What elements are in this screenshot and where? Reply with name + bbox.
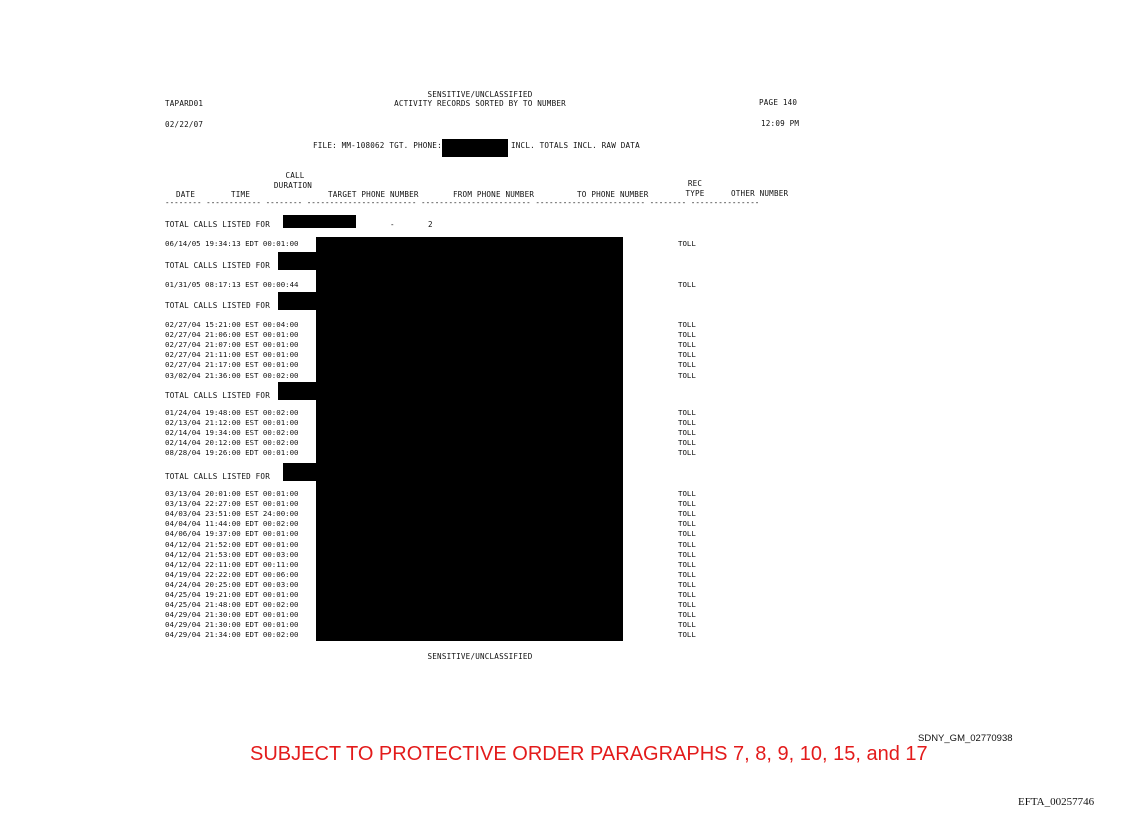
record-row: 02/27/04 21:07:00 EST 00:01:00 <box>165 340 299 350</box>
classification-bottom: SENSITIVE/UNCLASSIFIED <box>427 652 533 661</box>
record-row: 04/04/04 11:44:00 EDT 00:02:00 <box>165 519 299 529</box>
record-rec-type: TOLL <box>678 559 696 569</box>
record-row: 03/13/04 22:27:00 EST 00:01:00 <box>165 499 299 509</box>
redaction-group-number <box>278 292 318 310</box>
record-row: 01/31/05 08:17:13 EST 00:00:44 <box>165 280 299 289</box>
record-row: 04/25/04 21:48:00 EDT 00:02:00 <box>165 600 299 610</box>
redaction-group-number <box>278 252 318 270</box>
redaction-group-number <box>278 382 318 400</box>
record-row: 04/19/04 22:22:00 EDT 00:06:00 <box>165 569 299 579</box>
column-header-time: TIME <box>231 190 251 199</box>
record-rec-type: TOLL <box>678 630 696 640</box>
record-rec-type: TOLL <box>678 370 696 380</box>
first-total-label: TOTAL CALLS LISTED FOR <box>165 220 270 229</box>
file-line-prefix: FILE: MM-108062 TGT. PHONE: <box>313 141 442 150</box>
record-rec-type: TOLL <box>678 280 696 289</box>
record-rec-type: TOLL <box>678 529 696 539</box>
group-total-label: TOTAL CALLS LISTED FOR <box>165 472 270 481</box>
report-time: 12:09 PM <box>761 119 800 128</box>
record-row: 04/29/04 21:30:00 EDT 00:01:00 <box>165 610 299 620</box>
record-rec-type: TOLL <box>678 549 696 559</box>
column-header-call-1: CALL <box>285 171 305 180</box>
record-rec-type: TOLL <box>678 539 696 549</box>
record-row: 03/13/04 20:01:00 EST 00:01:00 <box>165 489 299 498</box>
record-rec-type: TOLL <box>678 610 696 620</box>
record-row: 02/14/04 19:34:00 EST 00:02:00 <box>165 428 299 438</box>
first-total-count: 2 <box>428 220 433 229</box>
record-rec-type: TOLL <box>678 428 696 438</box>
record-row: 03/02/04 21:36:00 EST 00:02:00 <box>165 370 299 380</box>
report-id: TAPARD01 <box>165 99 204 108</box>
column-header-rec-1: REC <box>687 179 703 188</box>
column-header-from-phone: FROM PHONE NUMBER <box>453 190 535 199</box>
record-rec-type: TOLL <box>678 438 696 448</box>
column-header-date: DATE <box>176 190 196 199</box>
report-title: ACTIVITY RECORDS SORTED BY TO NUMBER <box>394 99 566 108</box>
record-row: 02/27/04 21:11:00 EST 00:01:00 <box>165 350 299 360</box>
record-rec-type: TOLL <box>678 590 696 599</box>
record-row: 04/06/04 19:37:00 EDT 00:01:00 <box>165 529 299 539</box>
record-rec-type: TOLL <box>678 350 696 360</box>
file-line-suffix: INCL. TOTALS INCL. RAW DATA <box>511 141 640 150</box>
group-total-label: TOTAL CALLS LISTED FOR <box>165 391 270 400</box>
column-header-other-number: OTHER NUMBER <box>731 189 789 198</box>
record-row: 04/12/04 22:11:00 EDT 00:11:00 <box>165 559 299 569</box>
record-row: 04/12/04 21:52:00 EDT 00:01:00 <box>165 539 299 549</box>
record-row: 04/03/04 23:51:00 EST 24:00:00 <box>165 509 299 519</box>
record-rec-type: TOLL <box>678 418 696 428</box>
record-row: 01/24/04 19:48:00 EST 00:02:00 <box>165 408 299 417</box>
column-header-to-phone: TO PHONE NUMBER <box>577 190 649 199</box>
record-rec-type: TOLL <box>678 499 696 509</box>
record-row: 06/14/05 19:34:13 EDT 00:01:00 <box>165 239 299 248</box>
record-rec-type: TOLL <box>678 620 696 630</box>
record-rec-type: TOLL <box>678 579 696 589</box>
redaction-first-total <box>283 215 356 228</box>
record-rec-type: TOLL <box>678 330 696 340</box>
classification-top: SENSITIVE/UNCLASSIFIED <box>427 90 533 99</box>
first-total-separator: - <box>390 220 395 229</box>
protective-order-notice: SUBJECT TO PROTECTIVE ORDER PARAGRAPHS 7, 8, 9, 10, 15, and 17 <box>250 743 928 765</box>
bates-number: SDNY_GM_02770938 <box>918 733 1013 744</box>
column-header-target-phone: TARGET PHONE NUMBER <box>328 190 419 199</box>
record-rec-type: TOLL <box>678 600 696 610</box>
record-row: 04/24/04 20:25:00 EDT 00:03:00 <box>165 579 299 589</box>
record-rec-type: TOLL <box>678 448 696 458</box>
report-date: 02/22/07 <box>165 120 204 129</box>
record-row: 02/13/04 21:12:00 EST 00:01:00 <box>165 418 299 428</box>
record-rec-type: TOLL <box>678 340 696 350</box>
record-row: 04/12/04 21:53:00 EDT 00:03:00 <box>165 549 299 559</box>
column-header-rec-2: TYPE <box>685 189 705 198</box>
record-row: 04/29/04 21:34:00 EDT 00:02:00 <box>165 630 299 640</box>
record-row: 02/27/04 15:21:00 EST 00:04:00 <box>165 320 299 329</box>
column-header-call-2: DURATION <box>273 181 313 190</box>
group-total-label: TOTAL CALLS LISTED FOR <box>165 301 270 310</box>
record-rec-type: TOLL <box>678 408 696 417</box>
redaction-phone-columns <box>316 237 623 641</box>
record-rec-type: TOLL <box>678 239 696 248</box>
record-row: 02/14/04 20:12:00 EST 00:02:00 <box>165 438 299 448</box>
record-row: 02/27/04 21:06:00 EST 00:01:00 <box>165 330 299 340</box>
redaction-target-phone <box>442 139 508 157</box>
record-row: 08/28/04 19:26:00 EDT 00:01:00 <box>165 448 299 458</box>
record-row: 04/25/04 19:21:00 EDT 00:01:00 <box>165 590 299 599</box>
record-rec-type: TOLL <box>678 489 696 498</box>
record-rec-type: TOLL <box>678 320 696 329</box>
record-rec-type: TOLL <box>678 509 696 519</box>
page-number: PAGE 140 <box>759 98 798 107</box>
record-rec-type: TOLL <box>678 360 696 370</box>
header-divider: -------- ------------ -------- ------------------------ ------------------------ ------------------------ -------- --------------- <box>165 199 760 207</box>
group-total-label: TOTAL CALLS LISTED FOR <box>165 261 270 270</box>
record-row: 02/27/04 21:17:00 EST 00:01:00 <box>165 360 299 370</box>
record-rec-type: TOLL <box>678 519 696 529</box>
record-row: 04/29/04 21:30:00 EDT 00:01:00 <box>165 620 299 630</box>
record-rec-type: TOLL <box>678 569 696 579</box>
efta-number: EFTA_00257746 <box>1018 796 1095 808</box>
